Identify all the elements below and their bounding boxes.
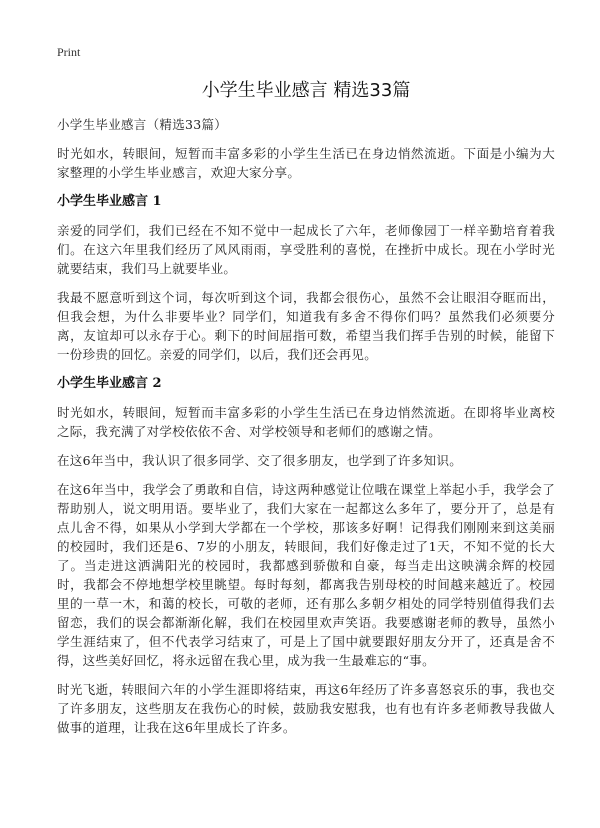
page-title: 小学生毕业感言 精选33篇: [201, 80, 411, 101]
section-paragraph: 时光如水，转眼间，短暂而丰富多彩的小学生生活已在身边悄然流逝。在即将毕业离校之际，我充满了对学校依依不舍、对学校领导和老师们的感谢之情。: [57, 405, 555, 439]
section-heading: 小学生毕业感言 2: [57, 376, 162, 391]
print-link[interactable]: Print: [57, 45, 81, 59]
section-paragraph: 在这6年当中，我认识了很多同学、交了很多朋友，也学到了许多知识。: [57, 453, 463, 468]
section-heading: 小学生毕业感言 1: [57, 194, 162, 209]
section-paragraph: 亲爱的同学们，我们已经在不知不觉中一起成长了六年，老师像园丁一样辛勤培育着我们。在这六年里我们经历了风风雨雨，享受胜利的喜悦，在挫折中成长。现在小学时光就要结束，我们马上就要毕业。: [57, 223, 555, 276]
section-paragraph: 在这6年当中，我学会了勇敢和自信，诗这两种感觉让位哦在课堂上举起小手，我学会了帮助别人，说文明用语。要毕业了，我们大家在一起都这么多年了，要分开了，总是有点儿舍不得，如果从小学到大学都在一个学校，那该多好啊！记得我们刚刚来到这美丽的校园时，我们还是6、7岁的小朋友，转眼间，我们好像走过了1天，不知不觉的长大了。当走进这洒满阳光的校园时，我都感到骄傲和自豪，每当走出这映满余辉的校园时，我都会不停地想学校里眺望。每时每刻，都离我告别母校的时间越来越近了。校园里的一草一木，和蔼的校长，可敬的老师，还有那么多朝夕相处的同学特别值得我们去留恋，我们的误会都渐渐化解，我们在校园里欢声笑语。我要感谢老师的教导，虽然小学生涯结束了，但不代表学习结束了，可是上了国中就要跟好朋友分开了，还真是舍不得，这些美好回忆，将永远留在我心里，成为我一生最难忘的“事。: [57, 482, 555, 668]
intro-paragraph: 时光如水，转眼间，短暂而丰富多彩的小学生生活已在身边悄然流逝。下面是小编为大家整理的小学生毕业感言，欢迎大家分享。: [57, 146, 555, 180]
section-paragraph: 我最不愿意听到这个词，每次听到这个词，我都会很伤心，虽然不会让眼泪夺眶而出，但我会想，为什么非要毕业？同学们，知道我有多舍不得你们吗？虽然我们必须要分离，友谊却可以永存于心。剩下的时间屈指可数，希望当我们挥手告别的时候，能留下一份珍贵的回忆。亲爱的同学们，以后，我们还会再见。: [57, 290, 555, 362]
section-paragraph: 时光飞逝，转眼间六年的小学生涯即将结束，再这6年经历了许多喜怒哀乐的事，我也交了许多朋友，这些朋友在我伤心的时候，鼓励我安慰我，也有也有许多老师教导我做人做事的道理，让我在这6年里成长了许多。: [57, 682, 555, 735]
section-2: [57, 374, 555, 737]
document-subtitle: 小学生毕业感言（精选33篇）: [57, 117, 228, 132]
section-1: [57, 192, 555, 364]
